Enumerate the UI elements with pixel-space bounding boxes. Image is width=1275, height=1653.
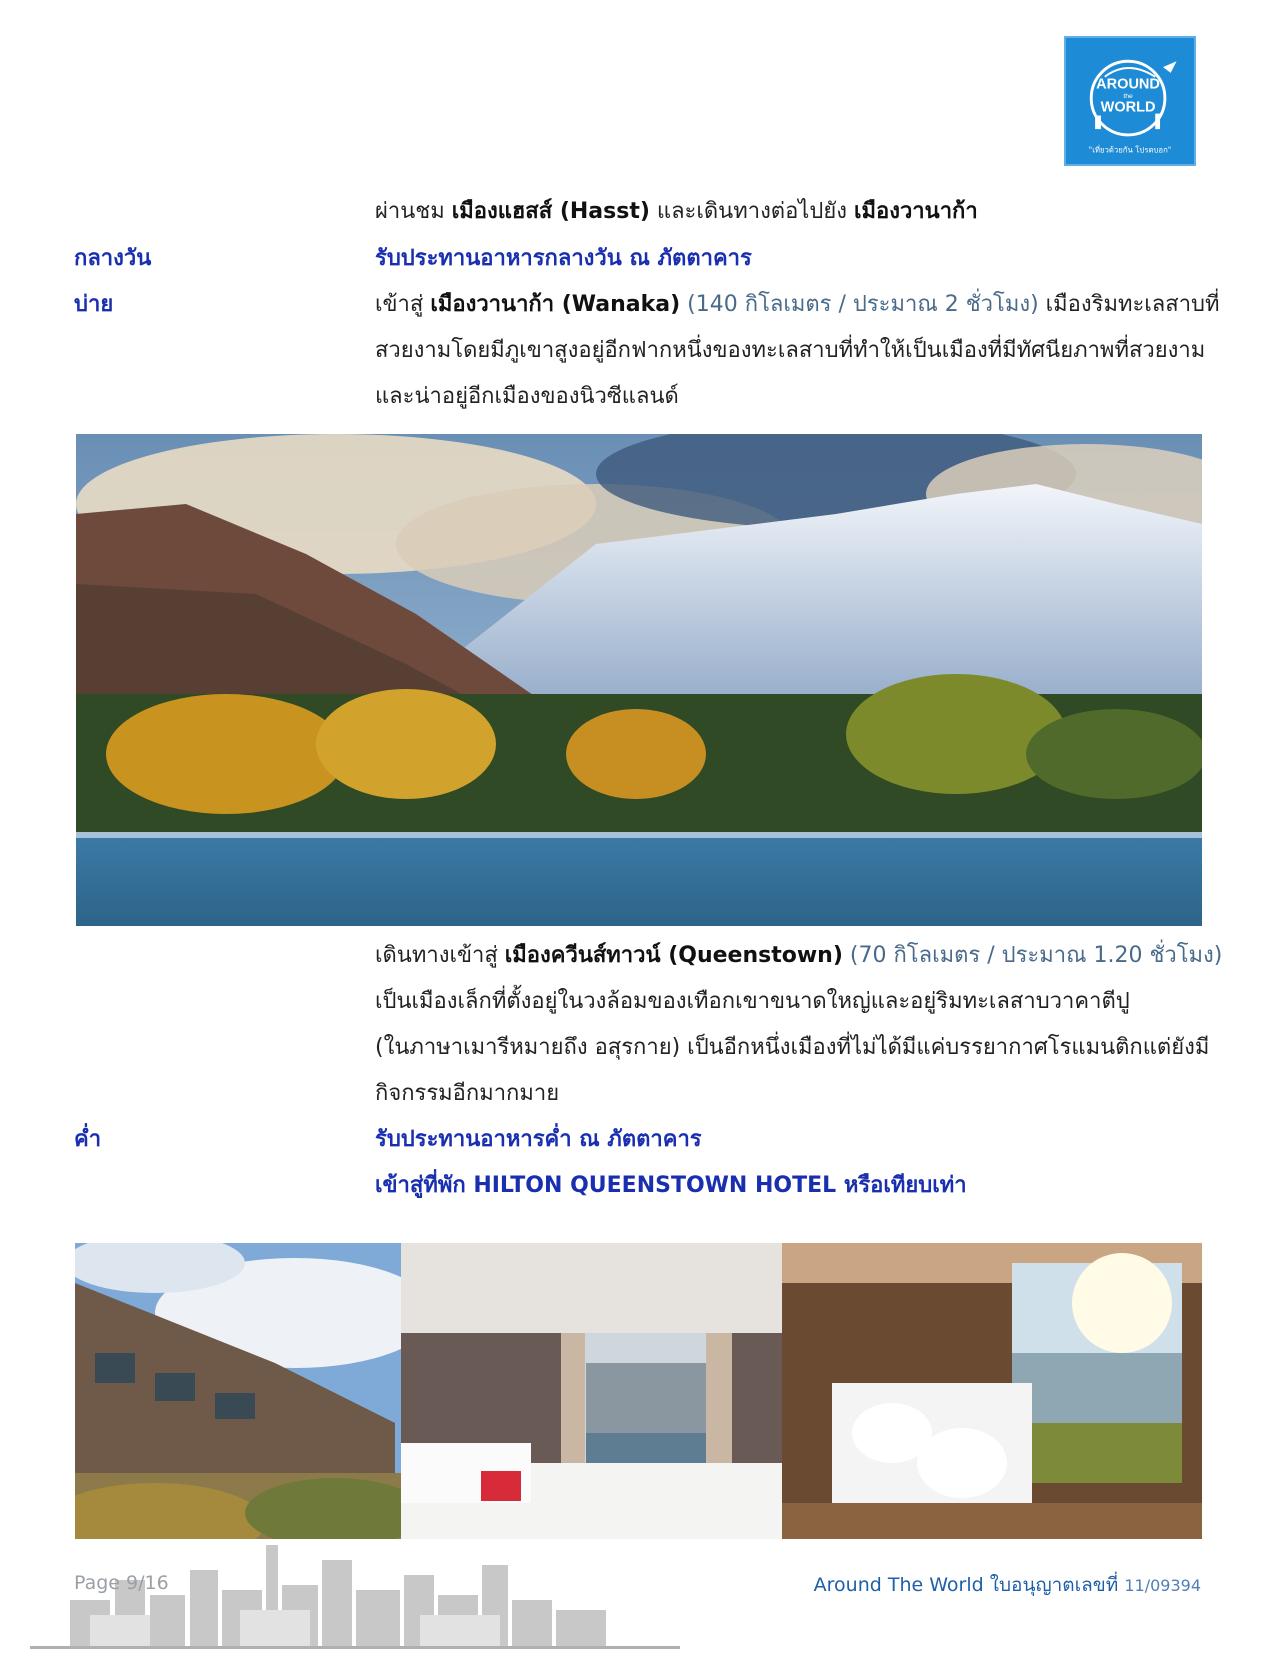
footer-license [814, 1570, 1201, 1600]
queenstown-distance: (70 กิโลเมตร / ประมาณ 1.20 ชั่วโมง) [842, 943, 1223, 968]
footer-license-number: 11/09394 [1124, 1576, 1201, 1595]
queenstown-city: เมืองควีนส์ทาวน์ (Queenstown) [504, 943, 843, 968]
hotel-text: เข้าสู่ที่พัก HILTON QUEENSTOWN HOTEL หรือเทียบเท่า [375, 1173, 967, 1198]
afternoon-line1 [375, 290, 1220, 320]
dinner-text: รับประทานอาหารค่ำ ณ ภัตตาคาร [375, 1127, 702, 1152]
intro-line [375, 197, 978, 227]
page-number: Page 9/16 [74, 1572, 169, 1594]
lunch-label: กลางวัน [74, 246, 152, 271]
intro-city-hasst: เมืองแฮสส์ (Hasst) [451, 199, 650, 224]
afternoon-prefix: เข้าสู่ [375, 292, 431, 317]
afternoon-line3: และน่าอยู่อีกเมืองของนิวซีแลนด์ [375, 384, 679, 409]
afternoon-distance: (140 กิโลเมตร / ประมาณ 2 ชั่วโมง) [680, 292, 1039, 317]
logo-line1: AROUND [1096, 76, 1160, 93]
afternoon-line2: สวยงามโดยมีภูเขาสูงอยู่อีกฟากหนึ่งของทะเลสาบที่ทำให้เป็นเมืองที่มีทัศนียภาพที่สวยงาม [375, 338, 1206, 363]
hotel-photos [75, 1243, 1202, 1539]
hotel-bedroom-photo [401, 1243, 782, 1539]
wanaka-lake-photo [76, 434, 1202, 926]
afternoon-city: เมืองวานาก้า (Wanaka) [430, 292, 681, 317]
intro-text-before: ผ่านชม [375, 199, 452, 224]
queenstown-line3: (ในภาษาเมารีหมายถึง อสุรกาย) เป็นอีกหนึ่งเมืองที่ไม่ได้มีแค่บรรยากาศโรแมนติกแต่ยังมี [375, 1035, 1210, 1060]
afternoon-after: เมืองริมทะเลสาบที่ [1038, 292, 1220, 317]
queenstown-prefix: เดินทางเข้าสู่ [375, 943, 505, 968]
city-skyline-graphic [0, 1540, 700, 1649]
dinner-label: ค่ำ [74, 1127, 102, 1152]
footer-brand: Around The World [813, 1574, 984, 1596]
intro-city-wanaka: เมืองวานาก้า [853, 199, 978, 224]
lunch-text: รับประทานอาหารกลางวัน ณ ภัตตาคาร [375, 246, 752, 271]
queenstown-line4: กิจกรรมอีกมากมาย [375, 1081, 560, 1106]
queenstown-line2: เป็นเมืองเล็กที่ตั้งอยู่ในวงล้อมของเทือกเขาขนาดใหญ่และอยู่ริมทะเลสาบวาคาตีปู [375, 989, 1130, 1014]
hotel-restaurant-photo [782, 1243, 1202, 1539]
queenstown-line1 [375, 941, 1222, 971]
logo-line3: WORLD [1100, 99, 1156, 116]
hotel-exterior-photo [75, 1243, 401, 1539]
logo-tagline: "เที่ยวด้วยกัน โปรดบอก" [1088, 145, 1172, 155]
logo-line2: the [1123, 93, 1133, 101]
afternoon-label: บ่าย [74, 292, 114, 317]
company-logo [1064, 36, 1196, 166]
footer-license-label: ใบอนุญาตเลขที่ [983, 1574, 1125, 1596]
intro-text-middle: และเดินทางต่อไปยัง [649, 199, 854, 224]
